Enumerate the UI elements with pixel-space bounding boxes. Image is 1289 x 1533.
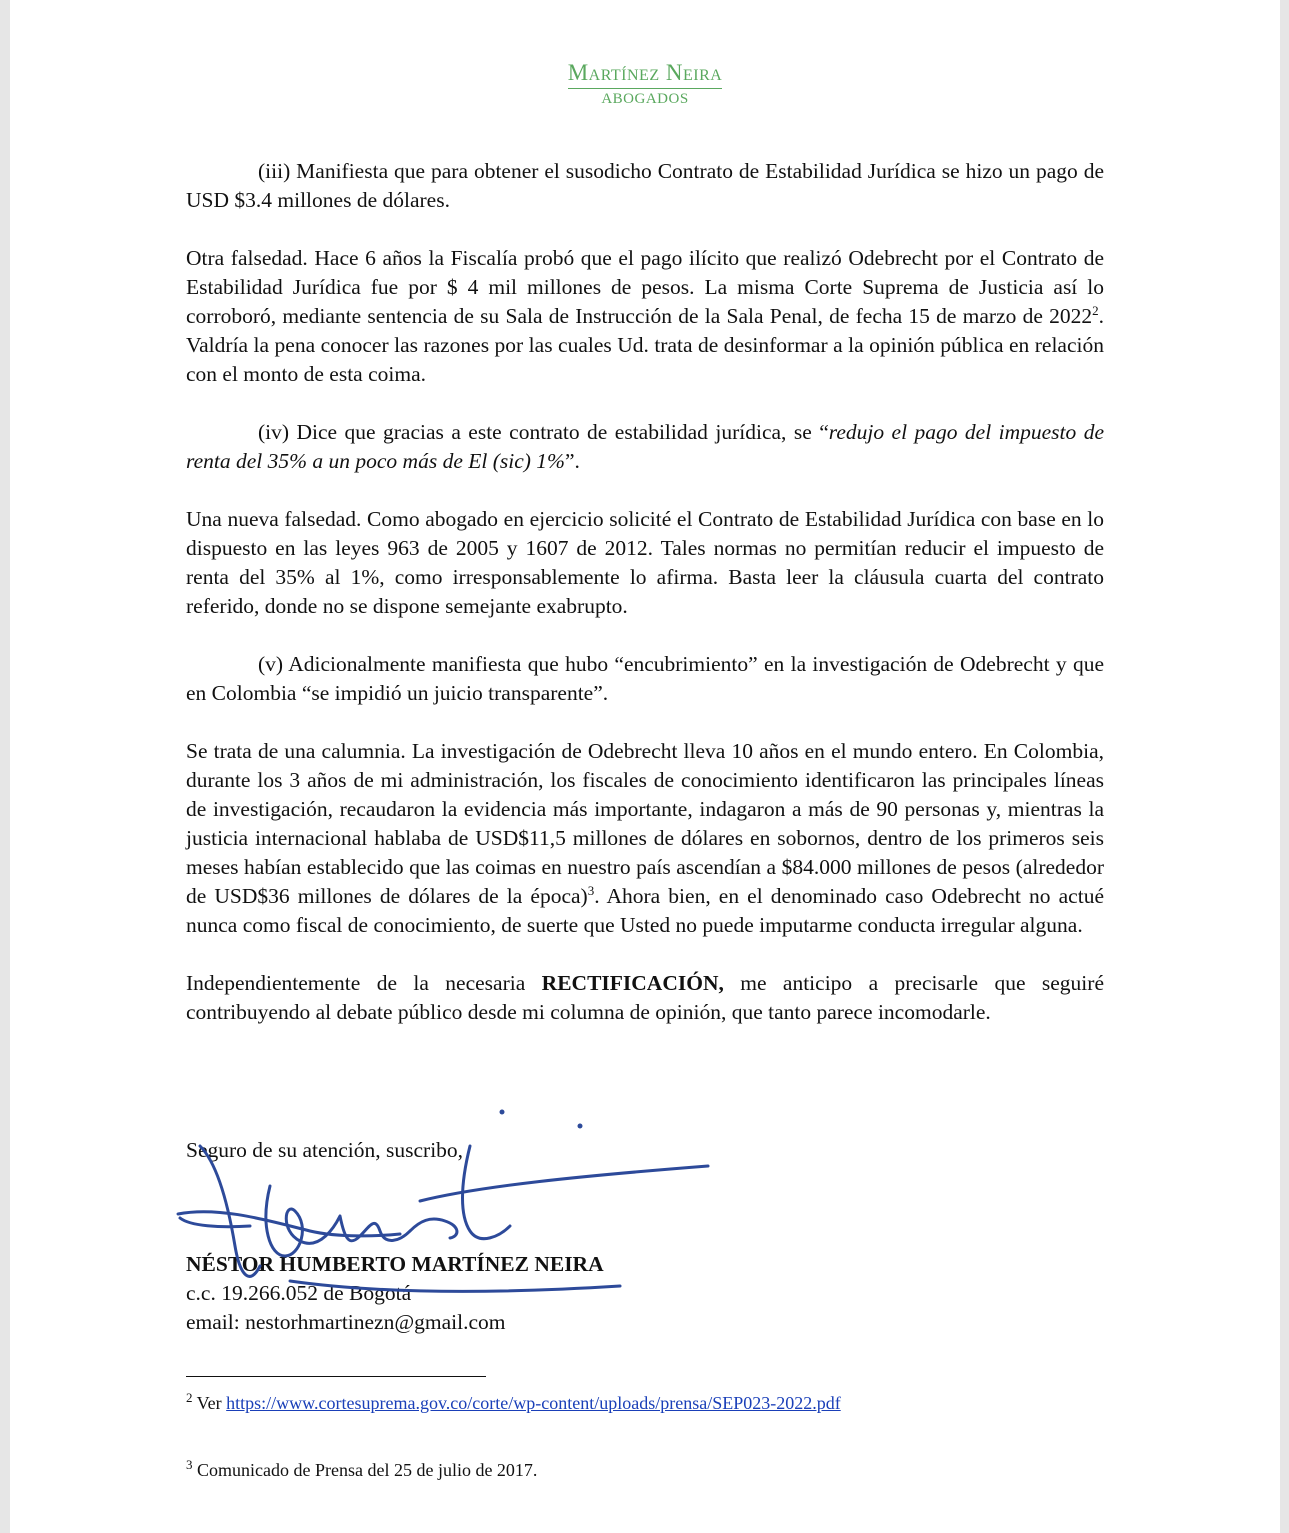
letter-body [186, 157, 1104, 1027]
paragraph-falsedad-1 [186, 244, 1104, 389]
footnote-number: 3 [186, 1457, 193, 1472]
paragraph-text: Se trata de una calumnia. La investigación de Odebrecht lleva 10 años en el mundo entero. En Colombia, durante los 3 años de mi administración, los fiscales de conocimiento identificaron las principales líneas de investigación, recaudaron la evidencia más importante, indagaron a más de 90 personas y, mientras la justicia internacional hablaba de USD$11,5 millones de dólares en sobornos, dentro de los primeros seis meses habían establecido que las coimas en nuestro país ascendían a $84.000 millones de pesos (alrededor de USD$36 millones de dólares de la época) [186, 739, 1104, 908]
paragraph-text: ”. [564, 449, 580, 473]
signature-block [186, 1250, 604, 1337]
signatory-id: c.c. 19.266.052 de Bogotá [186, 1281, 412, 1305]
paragraph-text: (iv) Dice que gracias a este contrato de estabilidad jurídica, se “ [258, 420, 829, 444]
closing-line: Seguro de su atención, suscribo, [186, 1138, 464, 1162]
paragraph-calumnia [186, 737, 1104, 940]
paragraph-rectificacion [186, 969, 1104, 1027]
paragraph-iv [186, 418, 1104, 476]
paragraph-text: Independientemente de la necesaria [186, 971, 542, 995]
rectificacion-emphasis: RECTIFICACIÓN, [541, 971, 724, 995]
firm-name: Martínez Neira [568, 58, 723, 89]
signatory-name: NÉSTOR HUMBERTO MARTÍNEZ NEIRA [186, 1252, 604, 1276]
paragraph-text: Otra falsedad. Hace 6 años la Fiscalía probó que el pago ilícito que realizó Odebrecht por el Contrato de Estabilidad Jurídica fue por $ 4 mil millones de pesos. La misma Corte Suprema de Justicia así lo corroboró, mediante sentencia de su Sala de Instrucción de la Sala Penal, de fecha 15 de marzo de 2022 [186, 246, 1104, 328]
paragraph-text: . Valdría la pena conocer las razones por las cuales Ud. trata de desinformar a la opinión pública en relación con el monto de esta coima. [186, 304, 1104, 386]
footnote-number: 2 [186, 1390, 193, 1405]
quoted-claim: redujo el pago del impuesto de renta del 35% a un poco más de El (sic) 1% [186, 420, 1105, 473]
paragraph-falsedad-2: Una nueva falsedad. Como abogado en ejercicio solicité el Contrato de Estabilidad Jurídica con base en lo dispuesto en las leyes 963 de 2005 y 1607 de 2012. Tales normas no permitían reducir el impuesto de renta del 35% al 1%, como irresponsablemente lo afirma. Basta leer la cláusula cuarta del contrato referido, donde no se dispone semejante exabrupto. [186, 507, 1104, 618]
firm-subtitle: ABOGADOS [601, 91, 689, 107]
signatory-email: email: nestorhmartinezn@gmail.com [186, 1310, 506, 1334]
footnote-3 [186, 1459, 537, 1481]
paragraph-text: . Ahora bien, en el denominado caso Odebrecht no actué nunca como fiscal de conocimiento, de suerte que Usted no puede imputarme conducta irregular alguna. [186, 884, 1104, 937]
footnote-text: Comunicado de Prensa del 25 de julio de 2017. [192, 1460, 538, 1480]
footnote-ref-3: 3 [587, 882, 595, 898]
footnote-prefix: Ver [192, 1393, 227, 1413]
paragraph-text: me anticipo a precisarle que seguiré contribuyendo al debate público desde mi columna de opinión, que tanto parece incomodarle. [186, 971, 1104, 1024]
footnote-divider [186, 1376, 486, 1377]
footnote-2 [186, 1392, 841, 1414]
supreme-court-link[interactable]: https://www.cortesuprema.gov.co/corte/wp-content/uploads/prensa/SEP023-2022.pdf [226, 1393, 841, 1413]
paragraph-iii: (iii) Manifiesta que para obtener el susodicho Contrato de Estabilidad Jurídica se hizo un pago de USD $3.4 millones de dólares. [186, 159, 1104, 212]
letterhead [10, 58, 1280, 107]
paragraph-v: (v) Adicionalmente manifiesta que hubo “encubrimiento” en la investigación de Odebrecht y que en Colombia “se impidió un juicio transparente”. [186, 652, 1104, 705]
document-page [10, 0, 1280, 1533]
footnote-ref-2: 2 [1092, 302, 1099, 318]
